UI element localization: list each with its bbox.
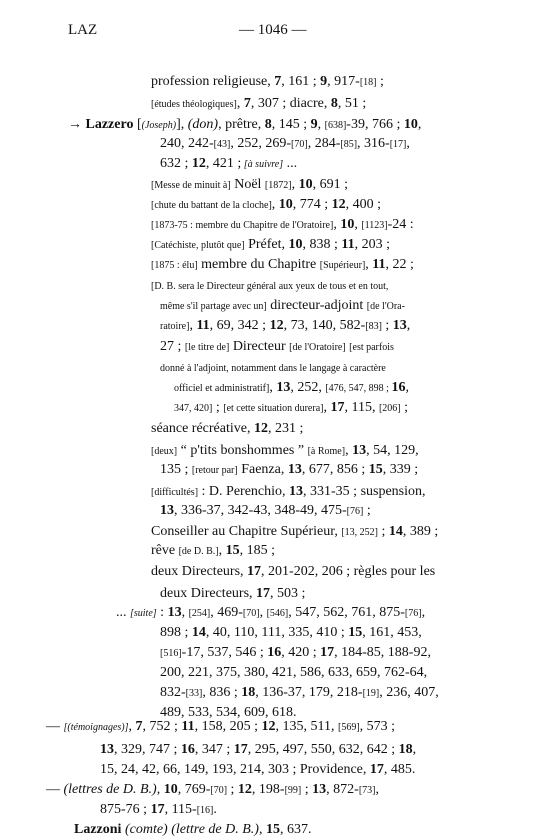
- text-segment: [83]: [365, 321, 382, 332]
- text-segment: [476, 547, 898 ;: [325, 383, 392, 394]
- text-segment: [13, 252]: [341, 527, 379, 538]
- text-segment: , 503 ;: [270, 586, 306, 601]
- text-segment: , 135, 511,: [275, 719, 338, 734]
- text-segment: , 198-: [251, 782, 285, 797]
- text-segment: , 400 ;: [345, 197, 382, 212]
- text-segment: 15: [265, 822, 280, 837]
- text-segment: [D. B. sera le Directeur général aux yeux de tous et en tout,: [151, 281, 389, 292]
- text-segment: rêve: [151, 543, 179, 558]
- text-segment: ;: [378, 524, 389, 539]
- text-segment: ,: [128, 719, 136, 734]
- text-segment: -17, 537, 546 ;: [181, 645, 268, 660]
- text-segment: 15: [368, 462, 383, 477]
- index-line: [151, 236, 390, 254]
- text-segment: , 158, 205 ;: [194, 719, 262, 734]
- text-segment: ,: [333, 217, 341, 232]
- text-segment: [difficultés]: [151, 487, 199, 498]
- text-segment: -39, 766 ;: [346, 117, 404, 132]
- text-segment: ,: [421, 605, 426, 620]
- text-segment: 11: [181, 719, 195, 734]
- text-segment: , prêtre,: [218, 117, 265, 132]
- text-segment: , 284-: [307, 136, 341, 151]
- text-segment: ;: [301, 782, 313, 797]
- text-segment: , 161, 453,: [362, 625, 422, 640]
- text-segment: , 236, 407,: [379, 685, 439, 700]
- text-segment: [70]: [210, 785, 228, 796]
- index-line: [100, 801, 217, 819]
- text-segment: 9: [310, 117, 318, 132]
- text-segment: 17: [320, 645, 335, 660]
- text-segment: , 389 ;: [402, 524, 439, 539]
- text-segment: , 331-35 ; suspension,: [303, 484, 426, 499]
- text-segment: ratoire]: [160, 321, 190, 332]
- text-segment: ;: [212, 400, 224, 415]
- text-segment: 13: [167, 605, 182, 620]
- text-segment: [18]: [359, 77, 377, 88]
- text-segment: ,: [156, 782, 164, 797]
- text-segment: 27 ;: [160, 339, 185, 354]
- text-segment: 15, 24, 42, 66, 149, 193, 214, 303 ; Providence,: [100, 762, 370, 777]
- text-segment: , 547, 562, 761, 875-: [288, 605, 405, 620]
- text-segment: 17: [256, 586, 271, 601]
- text-segment: , 872-: [326, 782, 359, 797]
- text-segment: [546]: [266, 608, 289, 619]
- text-segment: ,: [181, 605, 189, 620]
- text-segment: , 40, 110, 111, 335, 410 ;: [205, 625, 349, 640]
- text-segment: 16: [391, 380, 406, 395]
- text-segment: -24 :: [387, 217, 414, 232]
- text-segment: , 329, 747 ;: [114, 742, 181, 757]
- text-segment: (lettres de D. B.): [63, 782, 157, 797]
- text-segment: , 22 ;: [385, 257, 414, 272]
- text-segment: directeur-adjoint: [266, 298, 367, 313]
- text-segment: [70]: [291, 139, 308, 150]
- text-segment: , 115-: [164, 802, 197, 817]
- text-segment: , 316-: [357, 136, 390, 151]
- text-segment: [16]: [196, 805, 214, 816]
- index-line: [151, 95, 366, 113]
- text-segment: ;: [381, 318, 393, 333]
- text-segment: , 161 ;: [281, 74, 321, 89]
- text-segment: 17: [150, 802, 165, 817]
- text-segment: [de l'Oratoire]: [289, 342, 346, 353]
- text-segment: [à suivre]: [241, 159, 284, 170]
- text-segment: [206]: [378, 403, 401, 414]
- text-segment: [1872]: [264, 180, 292, 191]
- text-segment: 12: [261, 719, 276, 734]
- text-segment: [à Rome]: [307, 446, 346, 457]
- index-line: [151, 420, 303, 437]
- text-segment: [suite]: [130, 608, 157, 619]
- text-segment: 17: [233, 742, 248, 757]
- index-line: [116, 604, 425, 622]
- text-segment: 11: [372, 257, 386, 272]
- text-segment: , 231 ;: [267, 421, 304, 436]
- text-segment: , 347 ;: [194, 742, 234, 757]
- text-segment: [17]: [389, 139, 407, 150]
- text-segment: , 295, 497, 550, 632, 642 ;: [247, 742, 399, 757]
- text-segment: [19]: [362, 688, 380, 699]
- index-line: [151, 277, 388, 295]
- text-segment: : D. Perenchio,: [198, 484, 290, 499]
- text-segment: [deux]: [151, 446, 178, 457]
- text-segment: , 184-85, 188-92,: [334, 645, 431, 660]
- text-segment: 14: [191, 625, 206, 640]
- text-segment: .: [213, 802, 217, 817]
- text-segment: [638]: [324, 120, 347, 131]
- text-segment: 12: [269, 318, 284, 333]
- text-segment: [1875 : élu]: [151, 260, 198, 271]
- text-segment: [Catéchiste, plutôt que]: [151, 240, 245, 251]
- text-segment: 10: [288, 237, 303, 252]
- page-number: — 1046 —: [239, 22, 307, 38]
- text-segment: 7: [243, 96, 251, 111]
- text-segment: ,: [218, 543, 226, 558]
- index-line: [100, 761, 415, 778]
- text-segment: 13: [289, 484, 304, 499]
- index-line: [160, 664, 427, 681]
- text-segment: Lazzoni: [74, 822, 122, 837]
- text-segment: 875-76 ;: [100, 802, 151, 817]
- text-segment: 16: [267, 645, 282, 660]
- text-segment: , 836 ;: [202, 685, 242, 700]
- text-segment: —: [46, 782, 64, 797]
- text-segment: , 136-37, 179, 218-: [255, 685, 363, 700]
- text-segment: 347, 420]: [174, 403, 213, 414]
- text-segment: 9: [320, 74, 328, 89]
- text-segment: [retour par]: [191, 465, 238, 476]
- text-segment: [est parfois: [349, 342, 394, 353]
- text-segment: [43]: [213, 139, 231, 150]
- text-segment: ,: [269, 380, 277, 395]
- index-line: [160, 297, 405, 315]
- text-segment: ,: [405, 380, 409, 395]
- text-segment: 632 ;: [160, 156, 192, 171]
- text-segment: , 51 ;: [337, 96, 367, 111]
- text-segment: [chute du battant de la cloche]: [151, 200, 272, 211]
- text-segment: [76]: [404, 608, 422, 619]
- text-segment: (don): [187, 117, 219, 132]
- text-segment: 11: [341, 237, 355, 252]
- index-line: [160, 502, 371, 520]
- text-segment: 13: [160, 503, 174, 518]
- text-segment: ,: [365, 257, 373, 272]
- text-segment: , 339 ;: [382, 462, 419, 477]
- text-segment: ...: [116, 605, 130, 620]
- text-segment: [76]: [346, 506, 364, 517]
- text-segment: , 336-37, 342-43, 348-49, 475-: [174, 503, 347, 518]
- text-segment: , 485.: [383, 762, 416, 777]
- text-segment: [254]: [188, 608, 211, 619]
- text-segment: profession religieuse,: [151, 74, 275, 89]
- text-segment: , 420 ;: [281, 645, 321, 660]
- index-line: [74, 821, 311, 838]
- text-segment: [73]: [358, 785, 376, 796]
- text-segment: ,: [271, 197, 279, 212]
- text-segment: , 252, 269-: [230, 136, 292, 151]
- text-segment: deux Directeurs,: [151, 564, 248, 579]
- text-segment: , 73, 140, 582-: [283, 318, 366, 333]
- text-segment: Faenza,: [237, 462, 288, 477]
- text-segment: ;: [376, 74, 384, 89]
- text-segment: 898 ;: [160, 625, 192, 640]
- text-segment: 15: [225, 543, 240, 558]
- text-segment: ,: [291, 177, 299, 192]
- text-segment: , 917-: [327, 74, 360, 89]
- text-segment: [516]: [160, 648, 182, 659]
- text-segment: , 838 ;: [302, 237, 342, 252]
- text-segment: :: [156, 605, 168, 620]
- index-line: [160, 155, 297, 173]
- text-segment: 11: [196, 318, 210, 333]
- text-segment: séance récréative,: [151, 421, 254, 436]
- text-segment: ;: [363, 503, 371, 518]
- text-segment: donné à l'adjoint, notamment dans le langage à caractère: [160, 363, 386, 374]
- text-segment: ...: [283, 156, 298, 171]
- text-segment: [: [133, 117, 142, 132]
- text-segment: , 185 ;: [239, 543, 275, 558]
- text-segment: ,: [317, 117, 325, 132]
- text-segment: ,: [375, 782, 379, 797]
- index-line: [151, 542, 275, 560]
- text-segment: 12: [237, 782, 252, 797]
- index-line: [46, 781, 379, 799]
- index-line: [151, 483, 426, 501]
- text-segment: 200, 221, 375, 380, 421, 586, 633, 659, 762-64,: [160, 665, 428, 680]
- text-segment: 13: [287, 462, 302, 477]
- text-segment: , 145 ;: [271, 117, 311, 132]
- index-line: [174, 399, 408, 417]
- text-segment: [et cette situation durera]: [223, 403, 324, 414]
- text-segment: 12: [191, 156, 206, 171]
- text-segment: ;: [227, 782, 238, 797]
- text-segment: 15: [348, 625, 363, 640]
- text-segment: 14: [388, 524, 403, 539]
- text-segment: ,: [258, 822, 266, 837]
- index-line: [160, 644, 431, 662]
- text-segment: ,: [406, 136, 410, 151]
- text-segment: [(témoignages)]: [63, 722, 129, 733]
- index-line: [151, 563, 435, 580]
- text-segment: 12: [253, 421, 268, 436]
- text-segment: officiel et administratif]: [174, 383, 270, 394]
- text-segment: 240, 242-: [160, 136, 214, 151]
- text-segment: , 677, 856 ;: [301, 462, 369, 477]
- text-segment: Préfet,: [244, 237, 289, 252]
- text-segment: [Messe de minuit à]: [151, 180, 231, 191]
- text-segment: , 115,: [344, 400, 379, 415]
- text-segment: ,: [417, 117, 422, 132]
- index-line: [174, 379, 409, 397]
- text-segment: même s'il partage avec un]: [160, 301, 267, 312]
- text-segment: [1123]: [361, 220, 388, 231]
- index-line: [160, 338, 394, 356]
- running-head-section: LAZ: [68, 22, 98, 38]
- text-segment: 17: [330, 400, 345, 415]
- text-segment: , 573 ;: [359, 719, 396, 734]
- text-segment: (comte): [124, 822, 168, 837]
- text-segment: (lettre de D. B.): [171, 822, 259, 837]
- text-segment: 18: [398, 742, 413, 757]
- text-segment: , 69, 342 ;: [209, 318, 270, 333]
- text-segment: Directeur: [229, 339, 290, 354]
- text-segment: [Supérieur]: [319, 260, 366, 271]
- index-line: [160, 624, 422, 641]
- text-segment: “ p'tits bonshommes ”: [177, 443, 308, 458]
- text-segment: , 307 ; diacre,: [250, 96, 331, 111]
- index-line: [151, 216, 414, 234]
- text-segment: 489, 533, 534, 609, 618.: [160, 705, 297, 720]
- text-segment: 13: [276, 380, 291, 395]
- text-segment: 832-: [160, 685, 186, 700]
- index-line: [100, 741, 416, 758]
- text-segment: [de l'Ora-: [366, 301, 405, 312]
- text-segment: 7: [135, 719, 143, 734]
- text-segment: 10: [403, 117, 418, 132]
- index-line: [160, 135, 410, 153]
- index-line: [160, 461, 418, 479]
- text-segment: [569]: [338, 722, 360, 733]
- text-segment: 17: [369, 762, 384, 777]
- text-segment: —: [46, 719, 64, 734]
- text-segment: 12: [331, 197, 346, 212]
- index-line: [160, 684, 439, 702]
- text-segment: 13: [392, 318, 407, 333]
- text-segment: membre du Chapitre: [197, 257, 320, 272]
- index-line: [151, 523, 438, 541]
- text-segment: , 752 ;: [142, 719, 182, 734]
- text-segment: Conseiller au Chapitre Supérieur,: [151, 524, 342, 539]
- text-segment: ,: [259, 605, 267, 620]
- text-segment: ,: [345, 443, 353, 458]
- text-segment: [70]: [242, 608, 260, 619]
- text-segment: [études théologiques]: [151, 99, 237, 110]
- text-segment: , 774 ;: [292, 197, 332, 212]
- text-segment: , 769-: [177, 782, 211, 797]
- text-segment: 17: [247, 564, 262, 579]
- text-segment: 13: [312, 782, 327, 797]
- text-segment: →: [68, 117, 86, 132]
- index-line: [151, 256, 414, 274]
- text-segment: Lazzero: [85, 117, 134, 132]
- text-segment: Noël: [230, 177, 265, 192]
- text-segment: , 203 ;: [354, 237, 391, 252]
- text-segment: [1873-75 : membre du Chapitre de l'Oratoire]: [151, 220, 334, 231]
- text-segment: , 469-: [210, 605, 243, 620]
- text-segment: 10: [278, 197, 293, 212]
- text-segment: 8: [264, 117, 272, 132]
- text-segment: 8: [330, 96, 338, 111]
- text-segment: ],: [176, 117, 188, 132]
- index-line: [151, 176, 348, 194]
- text-segment: ,: [354, 217, 362, 232]
- index-line: [160, 585, 305, 602]
- text-segment: 10: [163, 782, 178, 797]
- index-line: [151, 196, 381, 214]
- text-segment: [85]: [340, 139, 358, 150]
- text-segment: , 637.: [279, 822, 312, 837]
- index-line: [68, 116, 421, 134]
- text-segment: ,: [236, 96, 244, 111]
- index-line: [46, 718, 395, 736]
- text-segment: [le titre de]: [184, 342, 230, 353]
- text-segment: [33]: [185, 688, 203, 699]
- text-segment: , 54, 129,: [366, 443, 419, 458]
- text-segment: 13: [100, 742, 114, 757]
- text-segment: [de D. B.]: [178, 546, 219, 557]
- index-line: [151, 442, 419, 460]
- text-segment: 7: [274, 74, 282, 89]
- text-segment: ,: [323, 400, 331, 415]
- text-segment: 16: [180, 742, 195, 757]
- text-segment: 10: [298, 177, 313, 192]
- text-segment: 18: [241, 685, 256, 700]
- index-line: [151, 73, 384, 91]
- text-segment: 135 ;: [160, 462, 192, 477]
- text-segment: [99]: [284, 785, 302, 796]
- text-segment: 13: [352, 443, 367, 458]
- text-segment: ,: [412, 742, 417, 757]
- text-segment: , 201-202, 206 ; règles pour les: [261, 564, 436, 579]
- text-segment: , 691 ;: [312, 177, 348, 192]
- index-line: [160, 359, 386, 377]
- text-segment: deux Directeurs,: [160, 586, 257, 601]
- text-segment: ;: [400, 400, 409, 415]
- text-segment: (Joseph): [141, 120, 177, 131]
- text-segment: ,: [406, 318, 411, 333]
- text-segment: ,: [189, 318, 197, 333]
- text-segment: , 421 ;: [205, 156, 242, 171]
- text-segment: , 252,: [290, 380, 326, 395]
- index-line: [160, 317, 410, 335]
- text-segment: 10: [340, 217, 355, 232]
